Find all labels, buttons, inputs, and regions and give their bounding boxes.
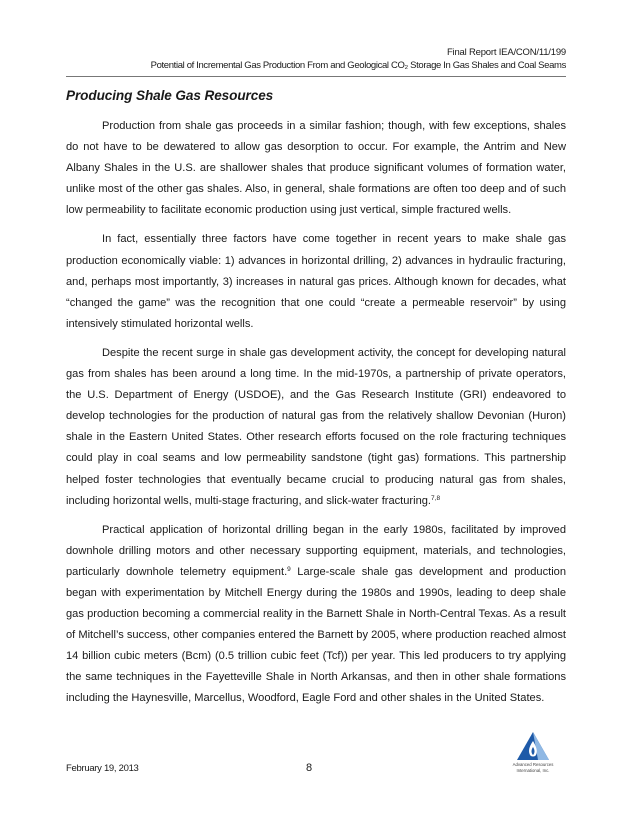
footnote-ref-7-8[interactable]: 7,8 bbox=[431, 494, 441, 502]
logo-flame-icon bbox=[516, 731, 550, 761]
paragraph-2: In fact, essentially three factors have come together in recent years to make shale gas production economically viable: 1) advances in horizontal drilling, 2) advances in hydraulic fracturing, and, perhaps most importantly, 3) increases in natural gas prices. Although known for decades, what “changed the game” was the recognition that one could “create a permeable reservoir” by using intensively stimulated horizontal wells. bbox=[66, 233, 566, 330]
body-text bbox=[66, 116, 566, 718]
report-subtitle: Potential of Incremental Gas Production From and Geological CO₂ Storage In Gas Shales and Coal Seams bbox=[150, 60, 566, 71]
company-logo bbox=[500, 731, 566, 773]
footer-date: February 19, 2013 bbox=[66, 763, 139, 774]
paragraph-3 bbox=[66, 343, 566, 512]
paragraph-3-text: Despite the recent surge in shale gas development activity, the concept for developing natural gas from shales has been around a long time. In the mid-1970s, a partnership of private operators, the U.S. Department of Energy (USDOE), and the Gas Research Institute (GRI) endeavored to develop technologies for the production of natural gas from the relatively shallow Devonian (Huron) shale in the Eastern United States. Other research efforts focused on the role fracturing techniques could play in coal seams and low permeability sandstone (tight gas) formations. This partnership helped foster technologies that eventually became crucial to producing natural gas from shales, including horizontal wells, multi-stage fracturing, and slick-water fracturing. bbox=[66, 346, 566, 507]
paragraph-4 bbox=[66, 520, 566, 710]
section-title: Producing Shale Gas Resources bbox=[66, 88, 274, 103]
page-number: 8 bbox=[306, 762, 313, 774]
logo-text-2: International, Inc. bbox=[516, 768, 550, 774]
logo-text-1: Advanced Resources bbox=[512, 762, 554, 767]
paragraph-4-text-b: Large-scale shale gas development and production began with experimentation by Mitchell Energy during the 1980s and 1990s, leading to deep shale gas production becoming a commercial reality in the Barnett Shale in North-Central Texas. As a result of Mitchell’s success, other companies entered the Barnett by 2005, where production reached almost 14 billion cubic meters (Bcm) (0.5 trillion cubic feet (Tcf)) per year. This led producers to try applying the same techniques in the Fayetteville Shale in North Arkansas, and then in other shale formations including the Haynesville, Marcellus, Woodford, Eagle Ford and other shales in the United States. bbox=[66, 565, 566, 705]
paragraph-4-text-a: Practical application of horizontal drilling began in the early 1980s, facilitated by improved downhole drilling motors and other necessary supporting equipment, materials, and technologies, particularly downhole telemetry equipment. bbox=[66, 523, 566, 578]
report-id: Final Report IEA/CON/11/199 bbox=[446, 47, 566, 58]
header-rule bbox=[66, 76, 566, 77]
footnote-ref-9[interactable]: 9 bbox=[287, 565, 291, 573]
paragraph-1: Production from shale gas proceeds in a similar fashion; though, with few exceptions, shales do not have to be dewatered to allow gas desorption to occur. For example, the Antrim and New Albany Shales in the U.S. are shallower shales that produce significant volumes of formation water, unlike most of the other gas shales. Also, in general, shale formations are often too deep and of such low permeability to facilitate economic production using just vertical, simple fractured wells. bbox=[66, 120, 566, 217]
